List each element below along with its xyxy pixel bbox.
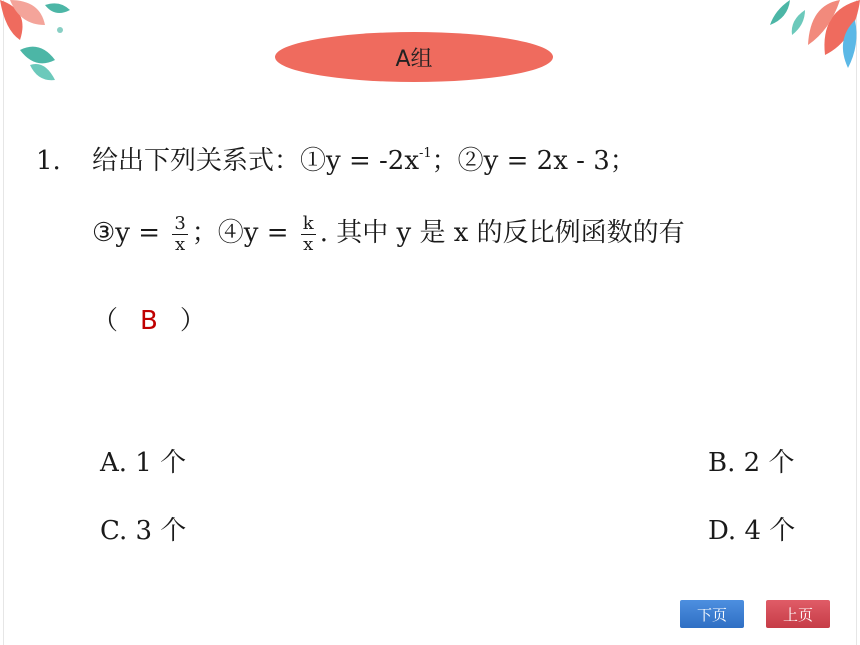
question-number: 1. — [36, 146, 61, 176]
paren-close: ） — [179, 306, 206, 336]
left-border — [3, 0, 4, 645]
option-d: D. 4 个 — [708, 516, 796, 546]
option-b: B. 2 个 — [708, 448, 795, 478]
question-text-2a: ③y = — [92, 218, 161, 248]
question-text-2c: . 其中 y 是 x 的反比例函数的有 — [319, 218, 685, 248]
answer-line — [92, 300, 206, 337]
option-a: A. 1 个 — [100, 448, 187, 478]
answer-text: B — [140, 306, 158, 336]
fraction-3-over-x: $\frac{3}{x}$ — [174, 212, 186, 255]
question-text-1: 给出下列关系式：①y = -2x — [92, 146, 419, 176]
question-line-1 — [36, 140, 636, 177]
option-c: C. 3 个 — [100, 516, 187, 546]
previous-page-button[interactable]: 上页 — [766, 600, 830, 628]
question-text-2b: ；④y = — [191, 218, 289, 248]
exponent: -1 — [419, 146, 432, 161]
leaf-decoration-top-left — [0, 0, 90, 90]
group-title — [275, 32, 553, 82]
question-line-2 — [92, 212, 685, 255]
right-border — [856, 0, 857, 645]
leaf-decoration-top-right — [730, 0, 860, 70]
next-page-button[interactable]: 下页 — [680, 600, 744, 628]
group-title-text: A组 — [395, 46, 433, 72]
question-text-1b: ；②y = 2x - 3； — [431, 146, 636, 176]
paren-open: （ — [92, 306, 119, 336]
fraction-k-over-x: $\frac{k}{x}$ — [302, 212, 314, 255]
